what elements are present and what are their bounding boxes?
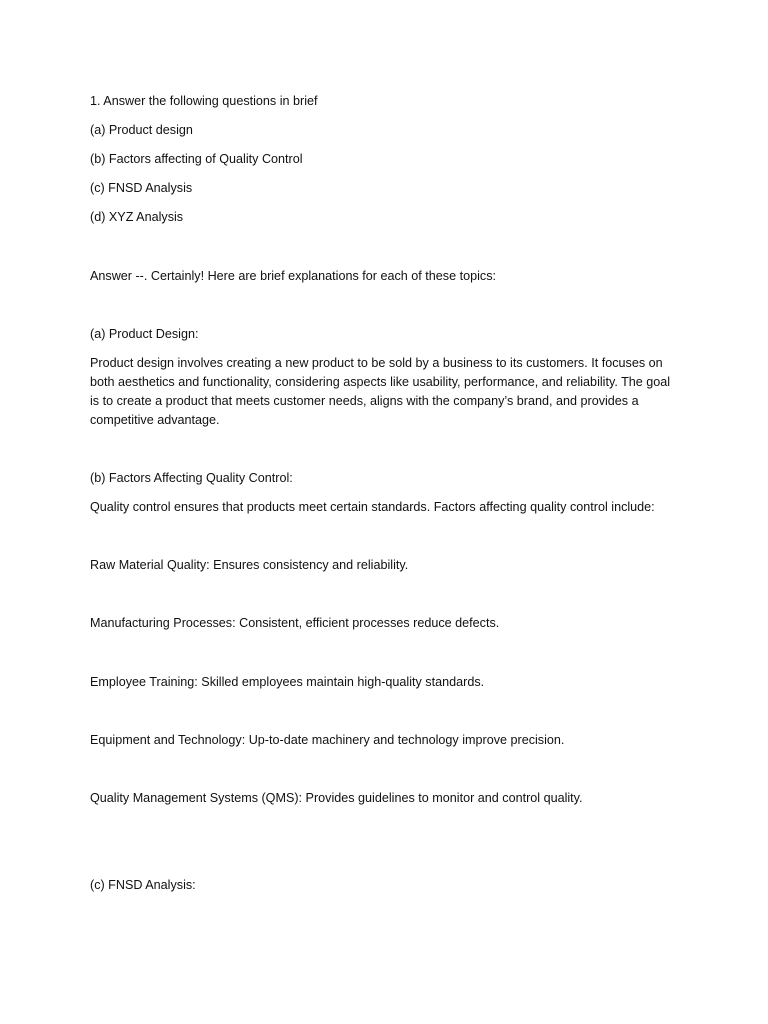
product-design-heading: (a) Product Design: <box>90 327 199 341</box>
question-item-a: (a) Product design <box>90 123 193 137</box>
factor-employee-training: Employee Training: Skilled employees maintain high-quality standards. <box>90 675 485 689</box>
product-design-body: Product design involves creating a new product to be sold by a business to its customers. It focuses on both aesthetics and functionality, considering aspects like usability, performance, and reliability. The goal is to create a product that meets customer needs, aligns with the company’s brand, and provides a competitive advantage. <box>90 356 671 427</box>
answer-intro: Answer --. Certainly! Here are brief explanations for each of these topics: <box>90 269 496 283</box>
factor-raw-material: Raw Material Quality: Ensures consistency and reliability. <box>90 558 409 572</box>
question-item-b: (b) Factors affecting of Quality Control <box>90 152 303 166</box>
quality-control-heading: (b) Factors Affecting Quality Control: <box>90 471 293 485</box>
question-item-d: (d) XYZ Analysis <box>90 210 184 224</box>
question-heading: 1. Answer the following questions in brief <box>90 94 318 108</box>
question-item-c: (c) FNSD Analysis <box>90 181 193 195</box>
factor-qms: Quality Management Systems (QMS): Provides guidelines to monitor and control quality. <box>90 791 583 805</box>
quality-control-intro: Quality control ensures that products meet certain standards. Factors affecting quality control include: <box>90 500 655 514</box>
factor-manufacturing: Manufacturing Processes: Consistent, efficient processes reduce defects. <box>90 616 500 630</box>
factor-equipment: Equipment and Technology: Up-to-date machinery and technology improve precision. <box>90 733 565 747</box>
fnsd-heading: (c) FNSD Analysis: <box>90 878 196 892</box>
